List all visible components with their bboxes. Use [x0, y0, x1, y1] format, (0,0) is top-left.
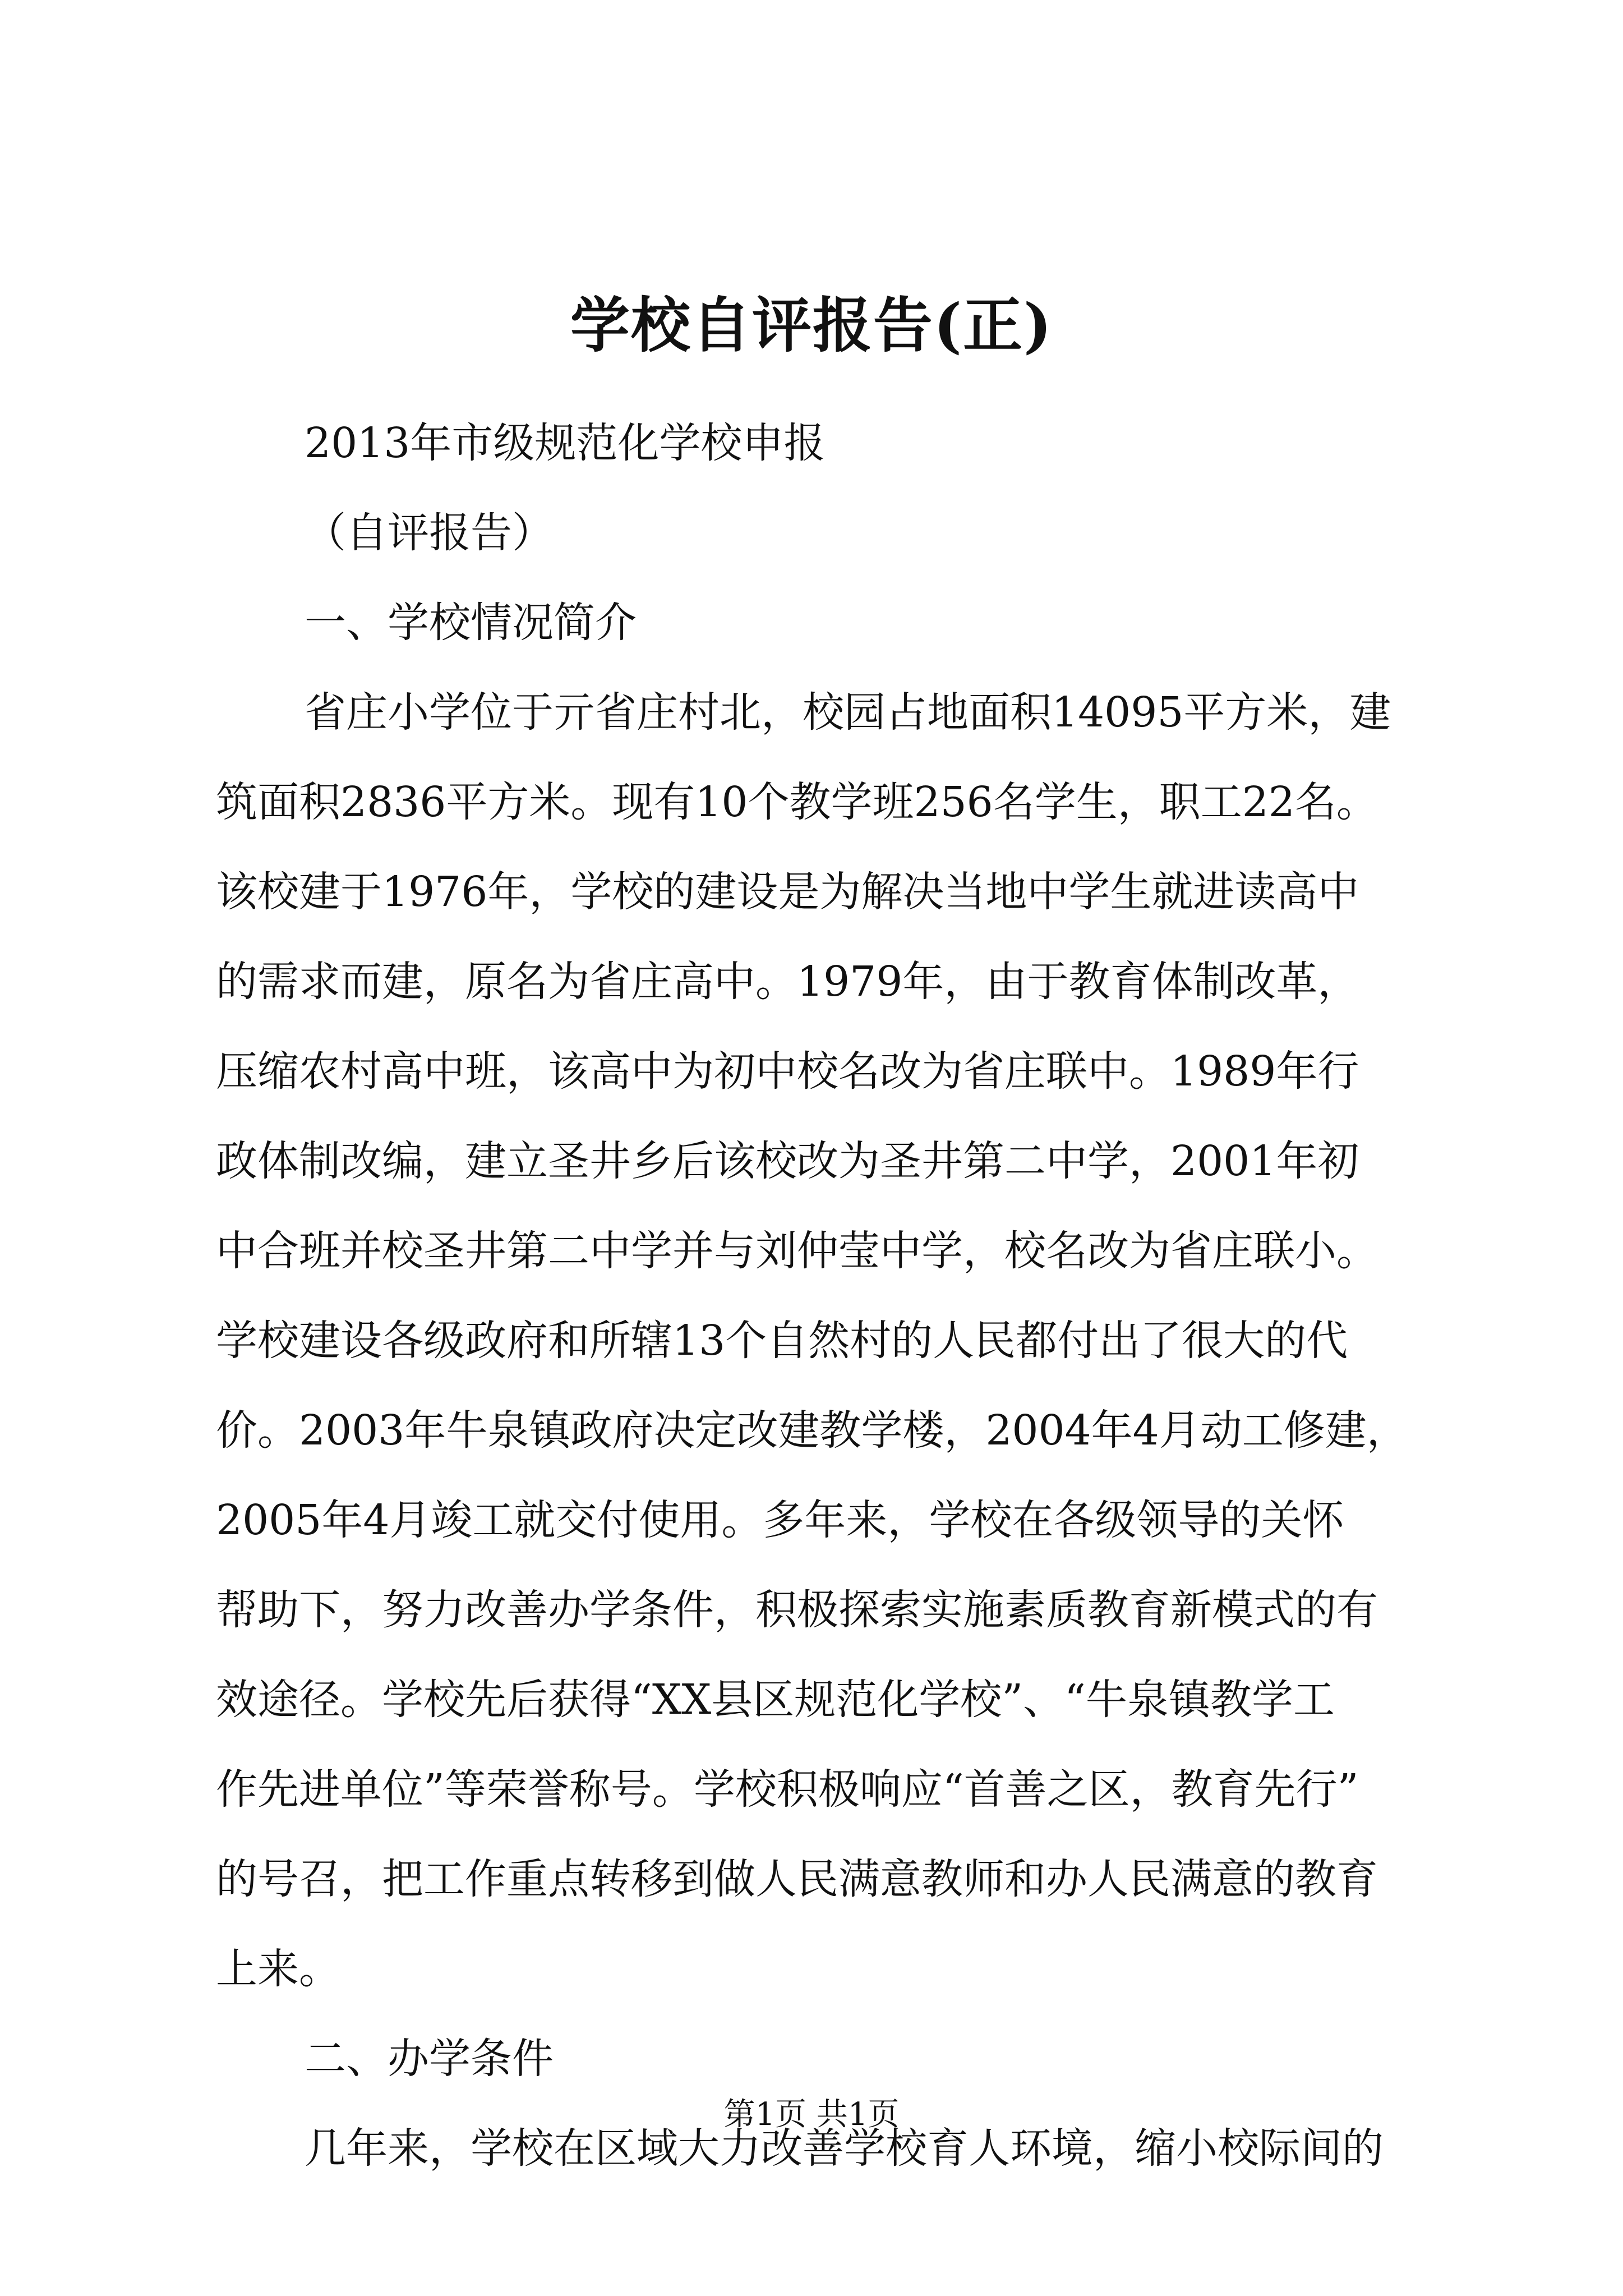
paragraph-line: 筑面积2836平方米。现有10个教学班256名学生，职工22名。: [216, 778, 1378, 826]
paragraph-line: 的需求而建，原名为省庄高中。1979年，由于教育体制改革，: [216, 958, 1359, 1006]
paragraph-line: 中合班并校圣井第二中学并与刘仲莹中学，校名改为省庄联小。: [216, 1227, 1378, 1275]
page-footer: 第1页 共1页: [723, 2096, 900, 2133]
section-heading-2: 二、办学条件: [305, 2035, 554, 2083]
paragraph-line: 学校建设各级政府和所辖13个自然村的人民都付出了很大的代: [216, 1317, 1348, 1365]
document-title: 学校自评报告(正): [570, 290, 1053, 360]
paragraph-line: 省庄小学位于亓省庄村北，校园占地面积14095平方米，建: [305, 688, 1391, 737]
paragraph-line: 作先进单位”等荣誉称号。学校积极响应“首善之区，教育先行”: [216, 1765, 1359, 1814]
paragraph-line: 政体制改编，建立圣井乡后该校改为圣井第二中学，2001年初: [216, 1137, 1359, 1185]
paragraph-line: 的号召，把工作重点转移到做人民满意教师和办人民满意的教育: [216, 1855, 1378, 1903]
paragraph-line: 压缩农村高中班，该高中为初中校名改为省庄联中。1989年行: [216, 1047, 1359, 1096]
paragraph-line: 帮助下，努力改善办学条件，积极探索实施素质教育新模式的有: [216, 1586, 1378, 1634]
paragraph-line: 几年来，学校在区域大力改善学校育人环境，缩小校际间的: [305, 2124, 1384, 2173]
subtitle-2: （自评报告）: [305, 509, 554, 557]
section-heading-1: 一、学校情况简介: [305, 599, 637, 647]
document-body: [216, 398, 1422, 2193]
paragraph-line: 上来。: [216, 1945, 340, 1993]
paragraph-line: 效途径。学校先后获得“XX县区规范化学校”、“牛泉镇教学工: [216, 1676, 1335, 1724]
paragraph-line: 该校建于1976年，学校的建设是为解决当地中学生就进读高中: [216, 868, 1359, 916]
paragraph-line: 2005年4月竣工就交付使用。多年来，学校在各级领导的关怀: [216, 1496, 1344, 1544]
subtitle: 2013年市级规范化学校申报: [305, 419, 826, 467]
paragraph-1: [216, 668, 1422, 2014]
paragraph-line: 价。2003年牛泉镇政府决定改建教学楼，2004年4月动工修建，: [216, 1406, 1408, 1455]
